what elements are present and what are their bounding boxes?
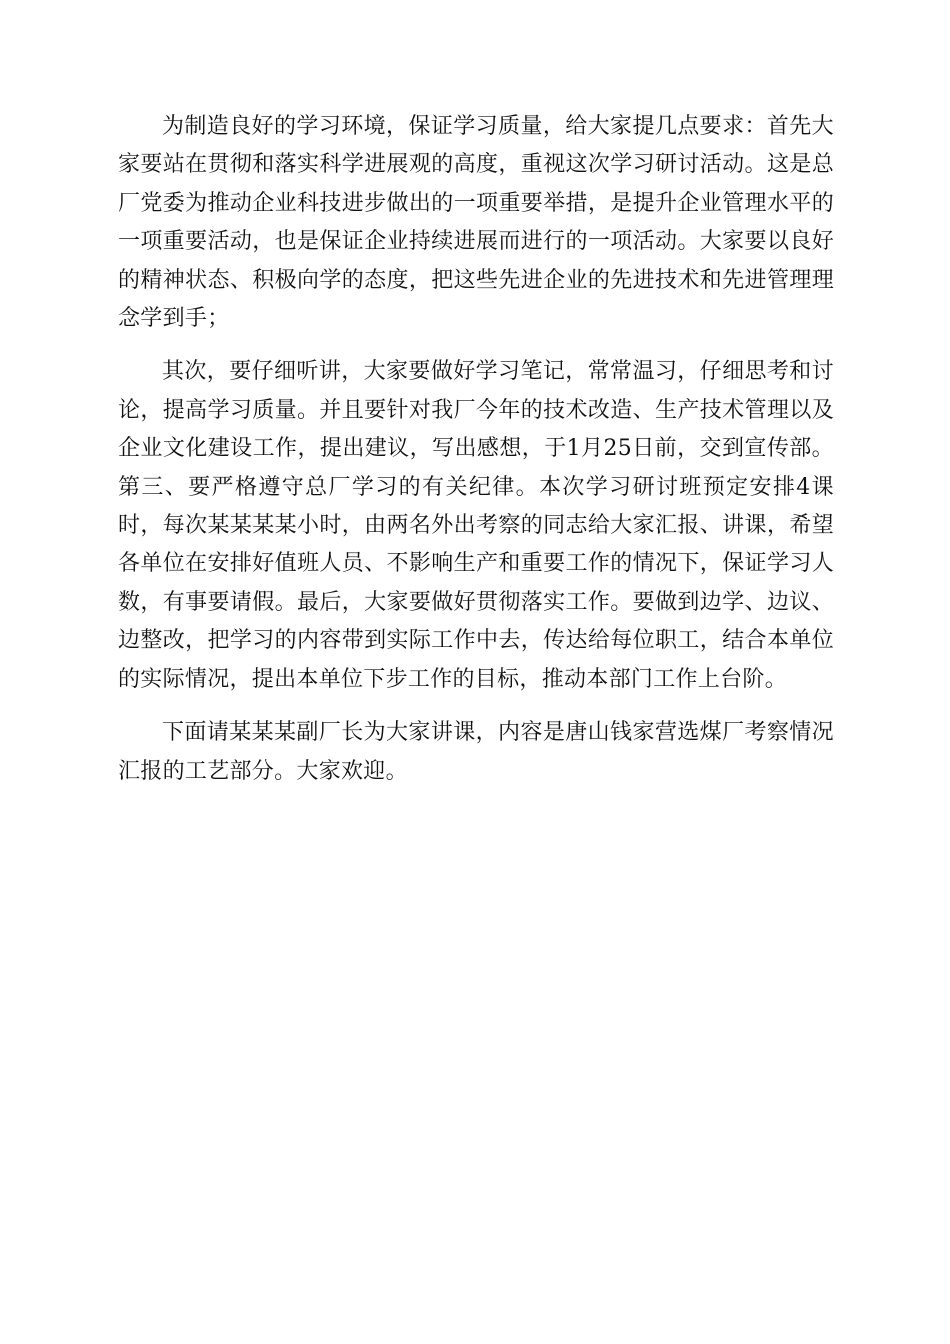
paragraph-lecture-introduction: 下面请某某某副厂长为大家讲课，内容是唐山钱家营选煤厂考察情况汇报的工艺部分。大家欢迎。 <box>118 720 834 784</box>
document-body <box>118 108 834 806</box>
paragraph-requirements-second-third-last: 其次，要仔细听讲，大家要做好学习笔记，常常温习，仔细思考和讨论，提高学习质量。并且要针对我厂今年的技术改造、生产技术管理以及企业文化建设工作，提出建议，写出感想，于1月25日前，交到宣传部。第三、要严格遵守总厂学习的有关纪律。本次学习研讨班预定安排4课时，每次某某某某小时，由两名外出考察的同志给大家汇报、讲课，希望各单位在安排好值班人员、不影响生产和重要工作的情况下，保证学习人数，有事要请假。最后，大家要做好贯彻落实工作。要做到边学、边议、边整改，把学习的内容带到实际工作中去，传达给每位职工，结合本单位的实际情况，提出本单位下步工作的目标，推动本部门工作上台阶。 <box>118 359 834 692</box>
paragraph-requirements-first: 为制造良好的学习环境，保证学习质量，给大家提几点要求：首先大家要站在贯彻和落实科学进展观的高度，重视这次学习研讨活动。这是总厂党委为推动企业科技进步做出的一项重要举措，是提升企业管理水平的一项重要活动，也是保证企业持续进展而进行的一项活动。大家要以良好的精神状态、积极向学的态度，把这些先进企业的先进技术和先进管理理念学到手； <box>118 114 834 332</box>
